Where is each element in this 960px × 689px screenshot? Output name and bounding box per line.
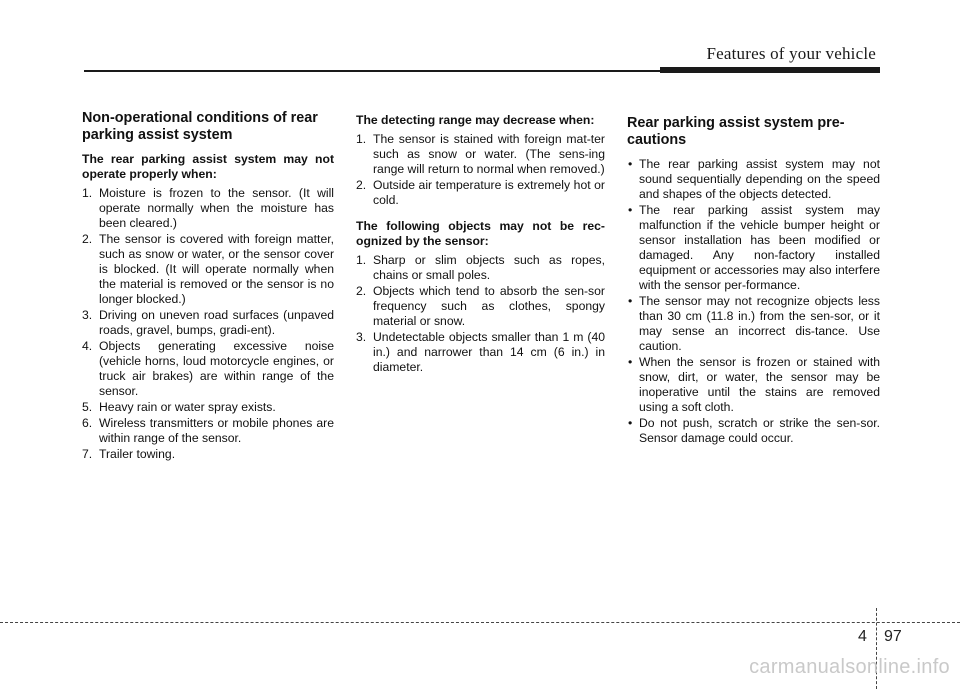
- list-item: [356, 178, 605, 208]
- list-item: [356, 284, 605, 329]
- header-rule-accent: [660, 67, 880, 73]
- list-number: 1.: [356, 253, 367, 267]
- list-number: 3.: [82, 308, 93, 322]
- list-number: 4.: [82, 339, 93, 353]
- section-heading-non-operational: Non-operational conditions of rear parking assist system: [82, 110, 318, 143]
- list-item: [82, 308, 334, 338]
- bullet-icon: •: [628, 355, 633, 369]
- list-text: Do not push, scratch or strike the sen-sor. Sensor damage could occur.: [639, 416, 880, 445]
- column-detection-range: [356, 113, 605, 376]
- list-item: [82, 339, 334, 399]
- list-text: The sensor may not recognize objects less than 30 cm (11.8 in.) from the sen-sor, or it may sense an incorrect dis-tance. Use caution.: [639, 294, 880, 353]
- watermark: carmanualsonline.info: [749, 656, 950, 678]
- list-text: Undetectable objects smaller than 1 m (40 in.) and narrower than 14 cm (6 in.) in diameter.: [373, 330, 605, 374]
- section-heading-precautions: Rear parking assist system pre-cautions: [627, 115, 845, 148]
- list-text: Wireless transmitters or mobile phones are within range of the sensor.: [99, 416, 334, 445]
- list-text: Outside air temperature is extremely hot or cold.: [373, 178, 605, 207]
- list-number: 3.: [356, 330, 367, 344]
- section-intro-unrecognized: The following objects may not be rec-ognized by the sensor:: [356, 219, 605, 248]
- list-text: Moisture is frozen to the sensor. (It will operate normally when the moisture has been cleared.): [99, 186, 334, 230]
- page-header-title: Features of your vehicle: [706, 44, 876, 63]
- list-number: 2.: [356, 178, 367, 192]
- column-non-operational: [82, 110, 334, 463]
- spacer: [356, 209, 605, 219]
- list-text: The sensor is covered with foreign matter, such as snow or water, or the sensor cover is blocked. (It will operate normally when the material is removed or the sensor is no longer blocked.): [99, 232, 334, 306]
- bullet-icon: •: [628, 294, 633, 308]
- list-item: [627, 294, 880, 354]
- list-item: [82, 400, 334, 415]
- condition-list: [82, 186, 334, 462]
- list-number: 5.: [82, 400, 93, 414]
- list-item: [627, 416, 880, 446]
- chapter-number: 4: [858, 628, 867, 645]
- list-number: 2.: [82, 232, 93, 246]
- section-intro-range-decrease: The detecting range may decrease when:: [356, 113, 595, 127]
- list-item: [356, 253, 605, 283]
- bullet-icon: •: [628, 416, 633, 430]
- list-number: 7.: [82, 447, 93, 461]
- list-text: Trailer towing.: [99, 447, 176, 461]
- bullet-icon: •: [628, 203, 633, 217]
- bullet-icon: •: [628, 157, 633, 171]
- list-text: Objects which tend to absorb the sen-sor frequency such as clothes, spongy material or snow.: [373, 284, 605, 328]
- list-item: [627, 355, 880, 415]
- section-intro: The rear parking assist system may not operate properly when:: [82, 152, 334, 181]
- list-item: [627, 203, 880, 293]
- list-number: 1.: [82, 186, 93, 200]
- list-number: 2.: [356, 284, 367, 298]
- list-number: 1.: [356, 132, 367, 146]
- list-text: Sharp or slim objects such as ropes, chains or small poles.: [373, 253, 605, 282]
- list-text: The rear parking assist system may malfunction if the vehicle bumper height or sensor installation has been modified or damaged. Any non-factory installed equipment or accessories may also interfere with the sensor per-formance.: [639, 203, 880, 292]
- list-item: [356, 330, 605, 375]
- list-text: Objects generating excessive noise (vehicle horns, loud motorcycle engines, or truck air brakes) are within range of the sensor.: [99, 339, 334, 398]
- list-item: [82, 232, 334, 307]
- list-item: [627, 157, 880, 202]
- range-decrease-list: [356, 132, 605, 208]
- list-number: 6.: [82, 416, 93, 430]
- page-number: 97: [884, 628, 902, 645]
- list-text: When the sensor is frozen or stained with snow, dirt, or water, the sensor may be inoperative until the stains are removed using a soft cloth.: [639, 355, 880, 414]
- precaution-list: [627, 157, 880, 446]
- list-text: The sensor is stained with foreign mat-ter such as snow or water. (The sens-ing range will return to normal when removed.): [373, 132, 605, 176]
- list-text: The rear parking assist system may not sound sequentially depending on the speed and shapes of the objects detected.: [639, 157, 880, 201]
- list-text: Heavy rain or water spray exists.: [99, 400, 276, 414]
- list-item: [82, 416, 334, 446]
- list-item: [82, 186, 334, 231]
- list-text: Driving on uneven road surfaces (unpaved roads, gravel, bumps, gradi-ent).: [99, 308, 334, 337]
- unrecognized-objects-list: [356, 253, 605, 375]
- list-item: [82, 447, 334, 462]
- list-item: [356, 132, 605, 177]
- column-precautions: [627, 115, 880, 447]
- footer-rule: [0, 622, 960, 623]
